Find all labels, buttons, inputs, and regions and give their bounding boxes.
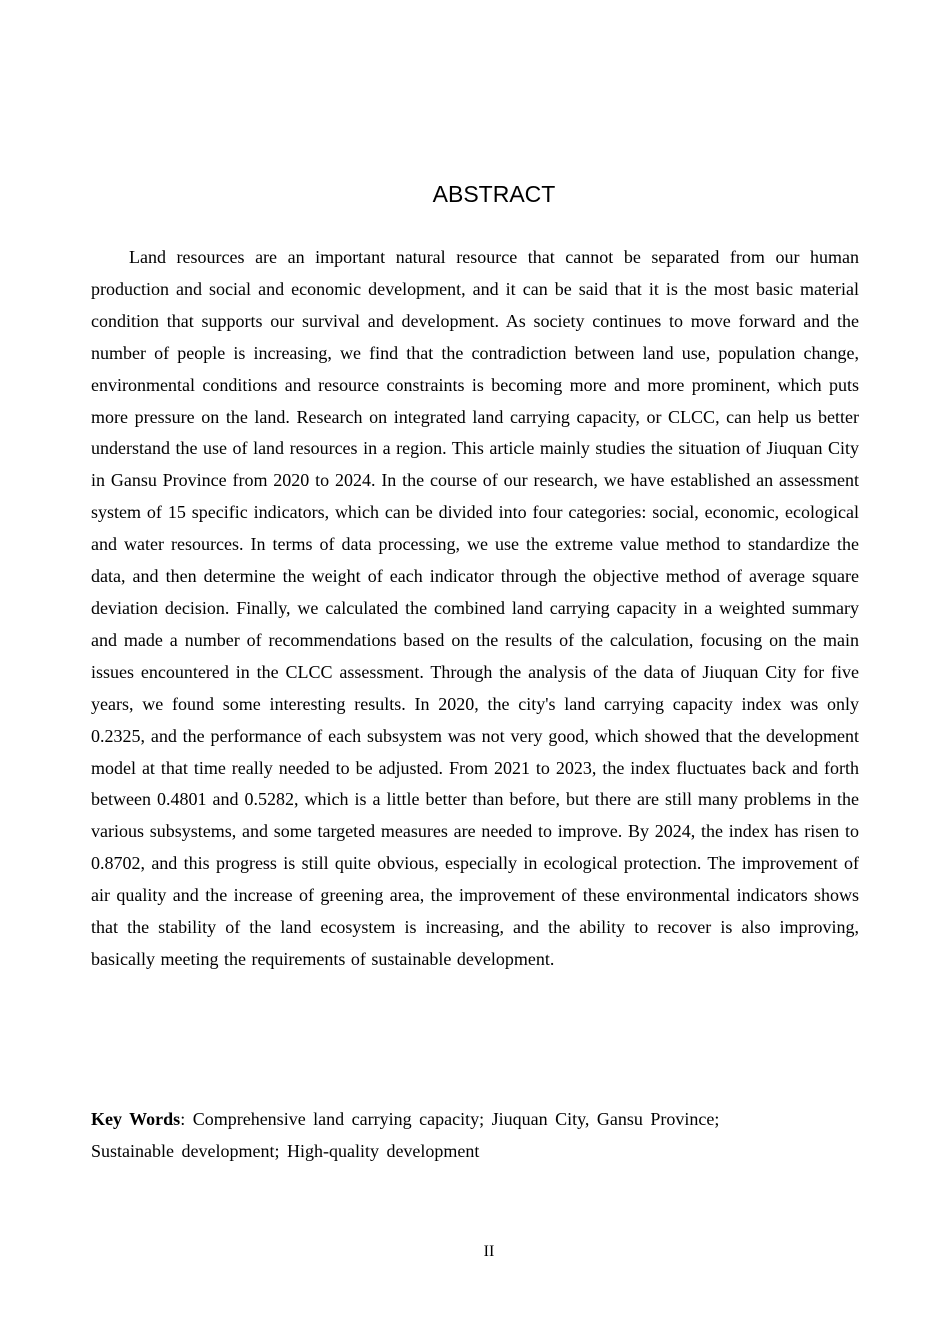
page-number: II [483,1243,495,1260]
keywords-line-2: Sustainable development; High-quality development [91,1141,480,1161]
abstract-body: Land resources are an important natural resource that cannot be separated from our human production and social and economic development, and it can be said that it is the most basic material condition that supports our survival and development. As society continues to move forward and the number of people is increasing, we find that the contradiction between land use, population change, environmental conditions and resource constraints is becoming more and more prominent, which puts more pressure on the land. Research on integrated land carrying capacity, or CLCC, can help us better understand the use of land resources in a region. This article mainly studies the situation of Jiuquan City in Gansu Province from 2020 to 2024. In the course of our research, we have established an assessment system of 15 specific indicators, which can be divided into four categories: social, economic, ecological and water resources. In terms of data processing, we use the extreme value method to standardize the data, and then determine the weight of each indicator through the objective method of average square deviation decision. Finally, we calculated the combined land carrying capacity in a weighted summary and made a number of recommendations based on the results of the calculation, focusing on the main issues encountered in the CLCC assessment. Through the analysis of the data of Jiuquan City for five years, we found some interesting results. In 2020, the city's land carrying capacity index was only 0.2325, and the performance of each subsystem was not very good, which showed that the development model at that time really needed to be adjusted. From 2021 to 2023, the index fluctuates back and forth between 0.4801 and 0.5282, which is a little better than before, but there are still many problems in the various subsystems, and some targeted measures are needed to improve. By 2024, the index has risen to 0.8702, and this progress is still quite obvious, especially in ecological protection. The improvement of air quality and the increase of greening area, the improvement of these environmental indicators shows that the stability of the land ecosystem is increasing, and the ability to recover is also improving, basically meeting the requirements of sustainable development. [91,247,859,969]
abstract-title: ABSTRACT [432,181,556,207]
keywords-label: Key Words [91,1109,181,1129]
keywords-section: Key Words: Comprehensive land carrying capacity; Jiuquan City, Gansu Province; Sustainable development; High-quality development [91,1109,720,1161]
keywords-line-1: Comprehensive land carrying capacity; Jiuquan City, Gansu Province; [192,1109,720,1129]
